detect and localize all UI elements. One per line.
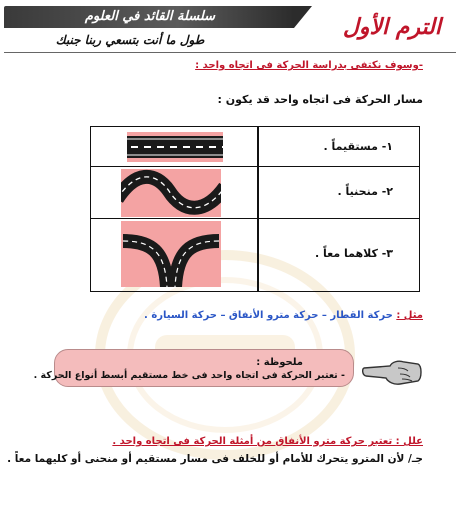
table-row [91, 219, 419, 291]
note-title: ملحوظة : [256, 357, 303, 368]
series-title: سلسلة القائد في العلوم [84, 9, 216, 24]
term-label: الترم الأول [342, 14, 441, 40]
table-row [91, 167, 419, 219]
note-box [54, 349, 354, 387]
note-text: - تعتبر الحركة فى اتجاه واحد فى خط مستقيم أبسط أنواع الحركة . [33, 370, 345, 381]
example-tag: مثل : [396, 310, 423, 321]
slogan: طول ما أنت بتسعي ربنا جنبك [55, 33, 205, 47]
example-text: حركة القطار – حركة مترو الأنفاق – حركة السيارة . [144, 310, 393, 321]
sub-heading: -وسوف نكتفى بدراسة الحركة فى اتجاه واحد : [195, 60, 423, 71]
merging-road-icon [121, 221, 221, 287]
example-line [144, 310, 423, 321]
explain-answer: جـ/ لأن المترو يتحرك للأمام أو للخلف فى مسار مستقيم أو منحنى أو كليهما معاً . [7, 453, 423, 465]
motion-path-table [90, 126, 420, 292]
table-row [91, 127, 419, 167]
pointing-hand-icon [362, 354, 424, 388]
question-text: مسار الحركة فى اتجاه واحد قد يكون : [217, 93, 423, 106]
row-label: ١- مستقيماً . [323, 140, 393, 153]
curved-road-icon [121, 169, 221, 217]
header-divider [4, 52, 456, 53]
row-label: ٢- منحنياً . [337, 185, 393, 198]
straight-road-icon [127, 132, 223, 162]
row-label: ٣- كلاهما معاً . [315, 247, 393, 260]
explain-question: علل : تعتبر حركة مترو الأنفاق من أمثلة الحركة فى اتجاه واحد . [112, 436, 423, 447]
